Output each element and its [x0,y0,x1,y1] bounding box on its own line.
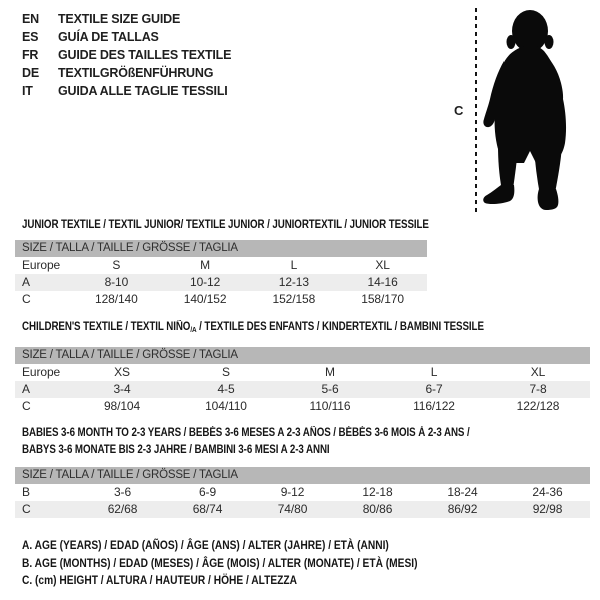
table-cell: S [112,258,121,272]
table-cell: 110/116 [309,399,351,413]
babies-table-title-line2: BABYS 3-6 MONATE BIS 2-3 JAHRE / BAMBINI 3-6 MESI A 2-3 ANNI [22,444,330,456]
children-size-table [15,347,590,415]
row-label: C [22,292,31,306]
row-label: A [22,275,30,289]
table-cell: XL [530,365,546,379]
table-cell: 8-10 [104,275,129,289]
language-code: FR [22,48,39,62]
table-cell: L [290,258,298,272]
table-cell: 4-5 [217,382,235,396]
height-measure-label: C [454,103,464,118]
size-header-row: SIZE / TALLA / TAILLE / GRÖSSE / TAGLIA [15,347,590,364]
height-measure-line [475,8,477,212]
row-label: B [22,485,30,499]
table-cell: 86/92 [447,502,478,516]
table-cell: 9-12 [280,485,305,499]
table-row [15,501,590,518]
table-cell: 10-12 [190,275,221,289]
table-row [15,364,590,381]
language-label: GUÍA DE TALLAS [58,30,159,44]
table-cell: 62/68 [107,502,138,516]
table-cell: 128/140 [95,292,138,306]
table-cell: 140/152 [183,292,227,306]
table-cell: XL [375,258,390,272]
table-cell: 5-6 [321,382,339,396]
babies-table-title [22,425,470,459]
table-cell: 74/80 [277,502,308,516]
language-list [22,10,231,100]
table-cell: M [200,258,211,272]
table-cell: 12-18 [362,485,393,499]
table-cell: 18-24 [447,485,478,499]
children-table-title-text [22,319,484,336]
language-label: GUIDA ALLE TAGLIE TESSILI [58,84,228,98]
table-cell: L [430,365,438,379]
table-row [15,274,427,291]
table-cell: XS [114,365,130,379]
size-header-row: SIZE / TALLA / TAILLE / GRÖSSE / TAGLIA [15,240,427,257]
language-label: GUIDE DES TAILLES TEXTILE [58,48,232,62]
language-row-de [22,64,231,82]
row-label: C [22,399,31,413]
table-cell: 6-7 [425,382,443,396]
language-code: ES [22,30,39,44]
language-code: DE [22,66,39,80]
babies-table-title-line1: BABIES 3-6 MONTH TO 2-3 YEARS / BEBÉS 3-6 MESES A 2-3 AÑOS / BÉBÉS 3-6 MOIS À 2-3 ANS / [22,427,470,439]
table-row [15,398,590,415]
title-text: / TEXTILE DES ENFANTS / KINDERTEXTIL / BAMBINI TESSILE [196,321,484,333]
footnotes [22,537,418,590]
table-row [15,257,427,274]
size-header-row: SIZE / TALLA / TAILLE / GRÖSSE / TAGLIA [15,467,590,484]
row-label: Europe [22,258,61,272]
table-cell: S [222,365,230,379]
title-subscript: /A [190,325,197,334]
table-cell: 122/128 [516,399,560,413]
junior-size-table [15,240,427,308]
language-label: TEXTILE SIZE GUIDE [58,12,181,26]
language-row-es [22,28,231,46]
table-cell: M [325,365,335,379]
row-label: Europe [22,365,61,379]
table-cell: 6-9 [198,485,217,499]
language-label: TEXTILGRÖßENFÜHRUNG [58,66,214,80]
table-cell: 92/98 [532,502,563,516]
table-cell: 24-36 [532,485,563,499]
table-cell: 98/104 [103,399,141,413]
footnote-a: A. AGE (YEARS) / EDAD (AÑOS) / ÂGE (ANS) / ALTER (JAHRE) / ETÀ (ANNI) [22,538,389,552]
babies-size-table [15,467,590,518]
table-cell: 3-4 [113,382,131,396]
table-cell: 152/158 [272,292,316,306]
table-cell: 104/110 [205,399,247,413]
table-row [15,484,590,501]
table-cell: 7-8 [529,382,547,396]
language-code: EN [22,12,39,26]
table-cell: 12-13 [278,275,309,289]
junior-table-title-text: JUNIOR TEXTILE / TEXTIL JUNIOR/ TEXTILE JUNIOR / JUNIORTEXTIL / JUNIOR TESSILE [22,219,429,231]
children-table-title [22,319,484,336]
title-text: CHILDREN'S TEXTILE / TEXTIL NIÑO [22,321,191,333]
table-row [15,381,590,398]
language-row-en [22,10,231,28]
language-row-fr [22,46,231,64]
table-cell: 158/170 [361,292,404,306]
junior-table-title [22,217,429,234]
table-cell: 3-6 [113,485,132,499]
row-label: C [22,502,31,516]
toddler-silhouette-icon [482,5,572,213]
footnote-b: B. AGE (MONTHS) / EDAD (MESES) / ÂGE (MOIS) / ALTER (MONATE) / ETÀ (MESI) [22,555,418,570]
row-label: A [22,382,30,396]
table-cell: 68/74 [192,502,223,516]
language-code: IT [22,84,33,98]
table-cell: 14-16 [367,275,398,289]
table-row [15,291,427,308]
language-row-it [22,82,231,100]
table-cell: 116/122 [413,399,455,413]
table-cell: 80/86 [362,502,393,516]
footnote-c: C. (cm) HEIGHT / ALTURA / HAUTEUR / HÖHE / ALTEZZA [22,573,298,587]
